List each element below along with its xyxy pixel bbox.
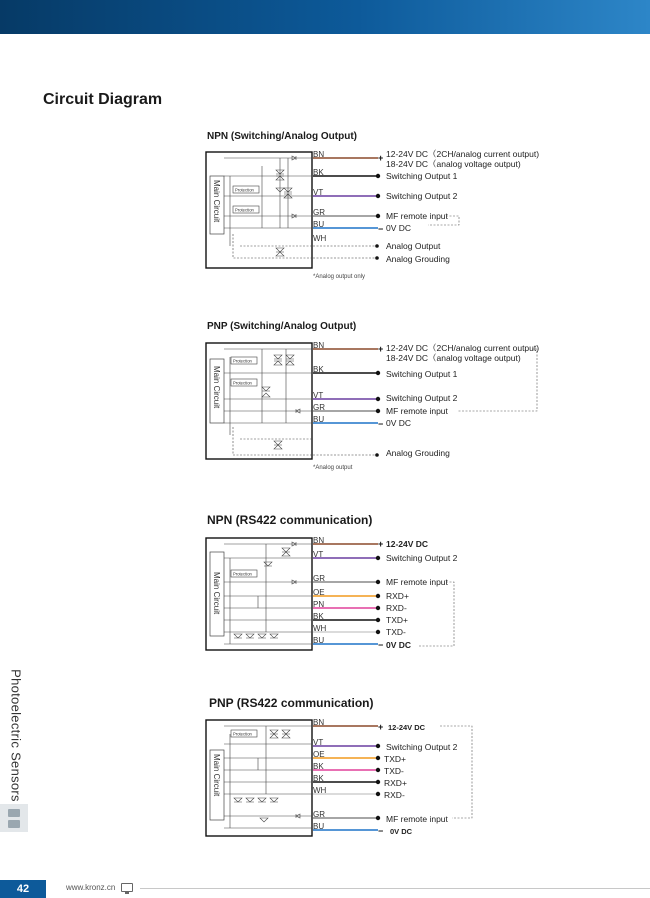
svg-text:18-24V DC（analog voltage outpu: 18-24V DC（analog voltage output) [386, 159, 521, 169]
svg-text:VT: VT [313, 550, 324, 559]
output-labels [386, 539, 458, 650]
svg-text:−: − [378, 640, 384, 650]
svg-text:−: − [378, 419, 384, 429]
svg-text:12-24V DC: 12-24V DC [386, 539, 429, 549]
output-labels [384, 723, 458, 836]
svg-text:+: + [378, 153, 384, 163]
main-circuit-label: Main Circuit [212, 366, 221, 409]
diagram-note: *Analog output [313, 465, 353, 471]
svg-text:0V DC: 0V DC [390, 827, 413, 836]
svg-text:RXD+: RXD+ [386, 591, 409, 601]
svg-text:18-24V DC（analog voltage outpu: 18-24V DC（analog voltage output) [386, 353, 521, 363]
svg-text:MF remote input: MF remote input [386, 814, 448, 824]
svg-text:BN: BN [313, 718, 325, 727]
svg-text:VT: VT [313, 391, 324, 400]
svg-text:BK: BK [313, 365, 324, 374]
output-labels [386, 149, 539, 264]
side-tab [0, 804, 28, 832]
svg-text:MF remote input: MF remote input [386, 577, 448, 587]
svg-text:+: + [378, 539, 384, 549]
svg-text:GR: GR [313, 810, 325, 819]
svg-text:GR: GR [313, 574, 325, 583]
svg-text:TXD+: TXD+ [386, 615, 408, 625]
svg-text:TXD-: TXD- [384, 766, 404, 776]
svg-text:BK: BK [313, 774, 324, 783]
svg-text:Switching Output 1: Switching Output 1 [386, 369, 458, 379]
svg-text:WH: WH [313, 786, 327, 795]
page-number: 42 [0, 880, 46, 898]
svg-text:OE: OE [313, 750, 325, 759]
svg-text:TXD+: TXD+ [384, 754, 406, 764]
svg-text:WH: WH [313, 624, 327, 633]
footer-divider [140, 888, 650, 889]
main-circuit-label: Main Circuit [212, 572, 221, 615]
svg-text:+: + [378, 344, 384, 354]
diode-symbols [276, 170, 292, 256]
circuit-diagram-pnp-rs422 [200, 714, 570, 842]
svg-text:BN: BN [313, 536, 325, 545]
svg-text:BK: BK [313, 168, 324, 177]
svg-text:12-24V DC: 12-24V DC [388, 723, 426, 732]
svg-text:RXD+: RXD+ [384, 778, 407, 788]
svg-text:MF remote input: MF remote input [386, 211, 448, 221]
svg-text:GR: GR [313, 208, 325, 217]
diagram-title: PNP (Switching/Analog Output) [207, 321, 357, 332]
diagram-title: PNP (RS422 communication) [209, 696, 374, 710]
website-link[interactable]: www.kronz.cn [66, 883, 116, 892]
circuit-diagram-pnp-analog [200, 337, 570, 473]
svg-text:BK: BK [313, 762, 324, 771]
svg-text:RXD-: RXD- [386, 603, 407, 613]
svg-text:Analog Output: Analog Output [386, 241, 441, 251]
svg-text:MF remote input: MF remote input [386, 406, 448, 416]
page-title: Circuit Diagram [43, 91, 163, 108]
svg-text:12-24V DC（2CH/analog current o: 12-24V DC（2CH/analog current output) [386, 343, 540, 353]
svg-text:RXD-: RXD- [384, 790, 405, 800]
diode-symbols [262, 355, 294, 449]
svg-text:PN: PN [313, 600, 325, 609]
svg-text:BU: BU [313, 220, 325, 229]
svg-text:Switching Output 2: Switching Output 2 [386, 553, 458, 563]
svg-text:Protection: Protection [233, 380, 252, 386]
svg-text:−: − [378, 826, 384, 836]
diagram-title: NPN (Switching/Analog Output) [207, 131, 357, 142]
svg-text:TXD-: TXD- [386, 627, 406, 637]
svg-text:0V DC: 0V DC [386, 418, 412, 428]
svg-text:BN: BN [313, 150, 325, 159]
svg-text:Protection: Protection [233, 731, 252, 737]
circuit-diagram-npn-rs422 [200, 532, 570, 656]
monitor-icon [121, 883, 133, 892]
svg-text:OE: OE [313, 588, 325, 597]
svg-text:GR: GR [313, 403, 325, 412]
sensor-icon [8, 820, 20, 828]
svg-text:Switching Output 1: Switching Output 1 [386, 171, 458, 181]
svg-text:BN: BN [313, 341, 325, 350]
wire-labels [313, 718, 327, 831]
sensor-icon [8, 809, 20, 817]
svg-text:Switching Output 2: Switching Output 2 [386, 191, 458, 201]
svg-text:Protection: Protection [233, 358, 252, 364]
svg-text:BU: BU [313, 822, 325, 831]
svg-text:BU: BU [313, 415, 325, 424]
svg-text:+: + [378, 722, 384, 732]
output-labels [386, 343, 539, 458]
header-bar [0, 0, 650, 34]
circuit-diagram-npn-analog [200, 146, 570, 282]
svg-text:Protection: Protection [235, 187, 254, 193]
svg-text:0V DC: 0V DC [386, 640, 412, 650]
svg-text:Switching Output 2: Switching Output 2 [386, 742, 458, 752]
diode-symbols [234, 548, 290, 638]
svg-text:Protection: Protection [233, 571, 252, 577]
diagram-note: *Analog output only [313, 274, 366, 280]
main-circuit-label: Main Circuit [212, 754, 221, 797]
main-circuit-label: Main Circuit [212, 180, 221, 223]
svg-text:Protection: Protection [235, 207, 254, 213]
svg-text:Analog Grouding: Analog Grouding [386, 254, 450, 264]
svg-text:VT: VT [313, 738, 324, 747]
svg-text:BK: BK [313, 612, 324, 621]
side-category-label: Photoelectric Sensors [8, 669, 24, 802]
svg-text:Switching Output 2: Switching Output 2 [386, 393, 458, 403]
svg-text:−: − [378, 224, 384, 234]
diagram-title: NPN (RS422 communication) [207, 513, 373, 527]
svg-text:Analog Grouding: Analog Grouding [386, 448, 450, 458]
svg-text:12-24V DC（2CH/analog current o: 12-24V DC（2CH/analog current output) [386, 149, 540, 159]
svg-text:WH: WH [313, 234, 327, 243]
svg-text:0V DC: 0V DC [386, 223, 412, 233]
svg-text:VT: VT [313, 188, 324, 197]
svg-text:BU: BU [313, 636, 325, 645]
wire-labels [313, 536, 327, 645]
